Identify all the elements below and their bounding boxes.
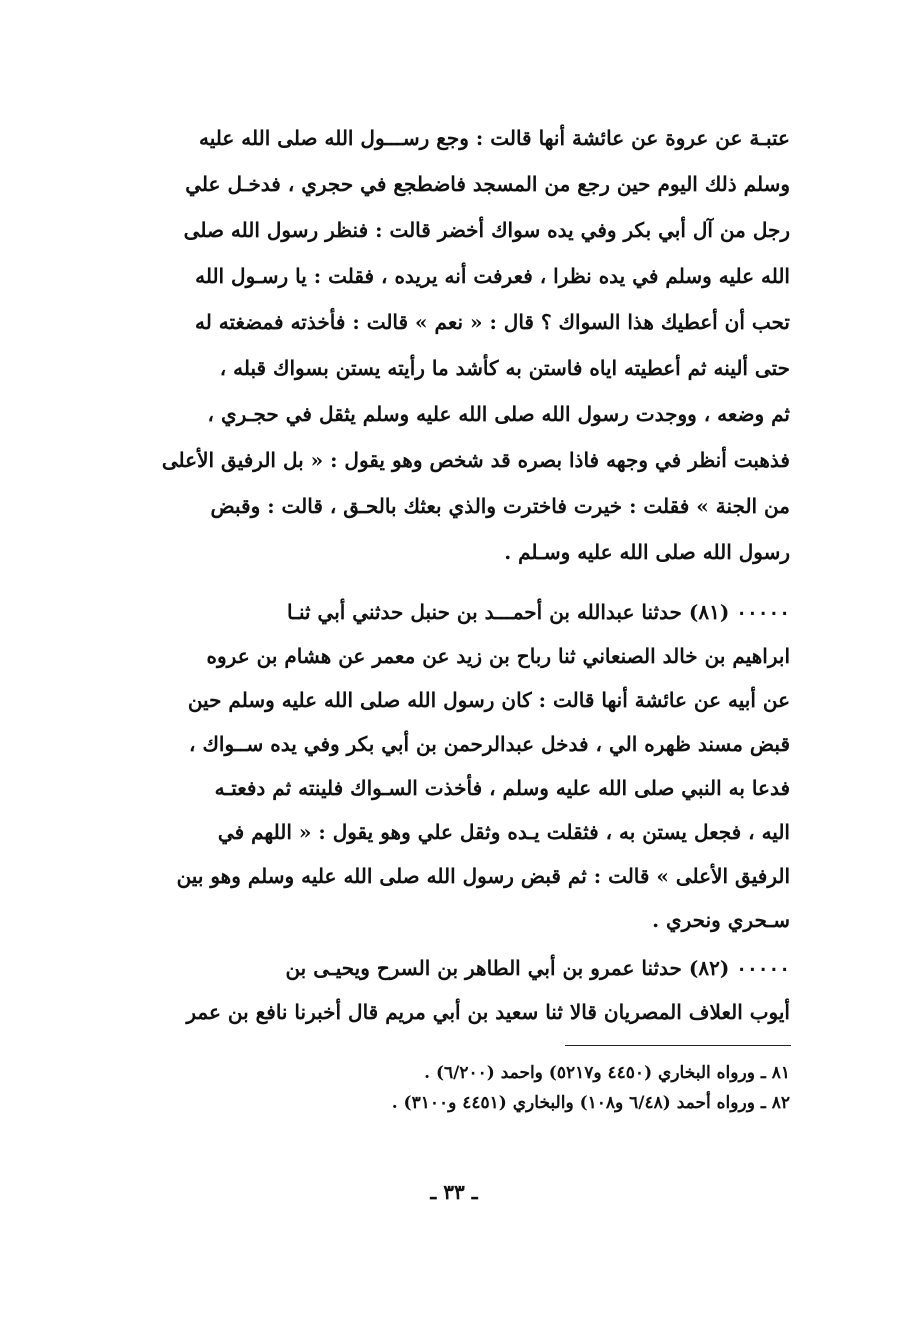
text-line: فدعا به النبي صلى الله عليه وسلم ، فأخذت السـواك فلينته ثم دفعتـه <box>214 776 790 800</box>
text-line: أيوب العلاف المصريان قالا ثنا سعيد بن أبي مريم قال أخبرنا نافع بن عمر <box>186 1000 790 1024</box>
text-line: رسول الله صلى الله عليه وسـلم . <box>504 540 790 564</box>
text-line: وسلم ذلك اليوم حين رجع من المسجد فاضطجع في حجري ، فدخـل علي <box>185 172 790 196</box>
footnote-separator <box>565 1045 791 1046</box>
footnotes <box>160 1058 790 1118</box>
text-line: عن أبيه عن عائشة أنها قالت : كان رسول الله صلى الله عليه وسلم حين <box>187 688 790 712</box>
text-line: ٠٠٠٠٠ (٨٢) حدثنا عمرو بن أبي الطاهر بن السرح ويحيـى بن <box>285 956 790 980</box>
text-line: ٠٠٠٠٠ (٨١) حدثنا عبدالله بن أحمـــد بن حنبل حدثني أبي ثنـا <box>287 600 790 624</box>
text-line: ابراهيم بن خالد الصنعاني ثنا رباح بن زيد عن معمر عن هشام بن عروه <box>206 644 790 668</box>
text-line: من الجنة » فقلت : خيرت فاخترت والذي بعثك بالحـق ، قالت : وقبض <box>210 494 790 518</box>
text-line: سـحري ونحري . <box>652 908 790 932</box>
footnote-82: ٨٢ ـ ورواه أحمد (٦/٤٨ و١٠٨) والبخاري (٤٤٥١ و٣١٠٠) . <box>391 1093 790 1113</box>
text-line: قبض مسند ظهره الي ، فدخل عبدالرحمن بن أبي بكر وفي يده ســواك ، <box>189 732 790 756</box>
text-line: الله عليه وسلم في يده نظرا ، فعرفت أنه يريده ، فقلت : يا رسـول الله <box>195 264 790 288</box>
page-number: ـ ٣٣ ـ <box>430 1180 478 1204</box>
footnote-81: ٨١ ـ ورواه البخاري (٤٤٥٠ و٥٢١٧) واحمد (٦/٢٠٠) . <box>424 1063 790 1083</box>
text-line: اليه ، فجعل يستن به ، فثقلت يـده وثقل علي وهو يقول : « اللهم في <box>217 820 790 844</box>
text-line: الرفيق الأعلى » قالت : ثم قبض رسول الله صلى الله عليه وسلم وهو بين <box>176 864 790 888</box>
text-line: حتى ألينه ثم أعطيته اياه فاستن به كأشد ما رأيته يستن بسواك قبله ، <box>219 356 790 380</box>
text-line: تحب أن أعطيك هذا السواك ؟ قال : « نعم » قالت : فأخذته فمضغته له <box>194 310 790 334</box>
text-line: فذهبت أنظر في وجهه فاذا بصره قد شخص وهو يقول : « بل الرفيق الأعلى <box>161 448 790 472</box>
text-line: ثم وضعه ، ووجدت رسول الله صلى الله عليه وسلم يثقل في حجـري ، <box>207 402 790 426</box>
text-line: عتبـة عن عروة عن عائشة أنها قالت : وجع رســـول الله صلى الله عليه <box>199 126 790 150</box>
text-line: رجل من آل أبي بكر وفي يده سواك أخضر قالت : فنظر رسول الله صلى <box>183 218 790 242</box>
